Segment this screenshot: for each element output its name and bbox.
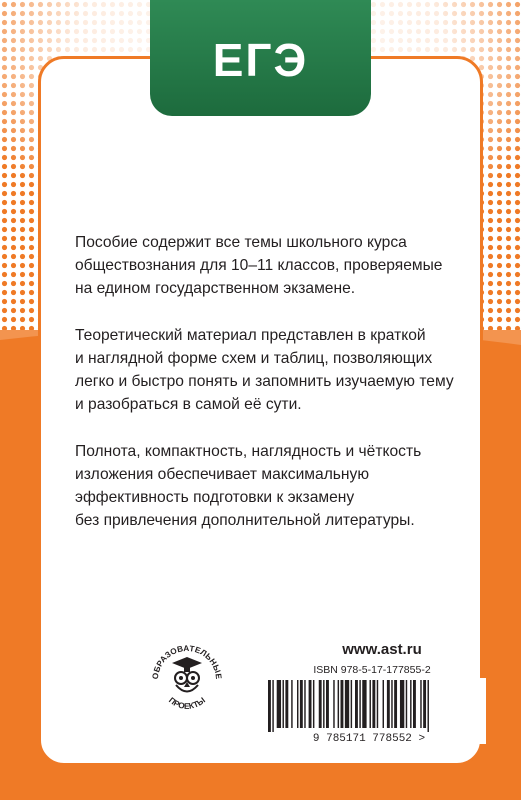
barcode-bar [345, 680, 349, 728]
svg-text:ОБРАЗОВАТЕЛЬНЫЕ: ОБРАЗОВАТЕЛЬНЫЕ [150, 643, 224, 680]
text-line: и наглядной форме схем и таблиц, позволяющих [75, 350, 433, 367]
barcode-bar [370, 680, 371, 728]
paragraph-2 [75, 324, 495, 416]
text-line: обществознания для 10–11 классов, проверяемые [75, 257, 443, 274]
barcode-bar [323, 680, 324, 728]
barcode-bar [304, 680, 305, 728]
paragraph-1 [75, 231, 495, 300]
barcode-bar [355, 680, 358, 728]
barcode-bar [291, 680, 292, 728]
barcode-bar [377, 680, 378, 728]
barcode-bar [359, 680, 360, 728]
barcode-bar [268, 680, 271, 732]
barcode-bar [362, 680, 366, 728]
text-line: Пособие содержит все темы школьного курса [75, 234, 407, 251]
barcode-bar [297, 680, 298, 728]
barcode-bar [326, 680, 329, 728]
barcode-bar [277, 680, 281, 728]
publisher-logo [148, 628, 226, 726]
text-line: Теоретический материал представлен в краткой [75, 327, 426, 344]
exam-tab [150, 0, 371, 116]
exam-title: ЕГЭ [212, 34, 309, 86]
paragraph-3 [75, 440, 495, 532]
text-line: изложения обеспечивает максимальную [75, 466, 370, 483]
barcode-bar [406, 680, 407, 728]
barcode-bar [423, 680, 426, 728]
barcode-bar [283, 680, 284, 728]
barcode-bar [372, 680, 375, 728]
description [75, 231, 495, 556]
barcode-bar [285, 680, 288, 728]
barcode-bar [383, 680, 384, 728]
barcode-digits: 9 785171 778552 > [312, 733, 426, 744]
barcode-bar [333, 680, 334, 728]
text-line: эффективность подготовки к экзамену [75, 489, 355, 506]
text-line: на едином государственном экзамене. [75, 280, 356, 297]
text-line: Полнота, компактность, наглядность и чёткость [75, 443, 422, 460]
barcode-bar [420, 680, 421, 728]
barcode-bar [300, 680, 303, 728]
text-line: и разобраться в самой её сути. [75, 396, 302, 413]
barcode-bar [391, 680, 392, 728]
barcode-bar [400, 680, 404, 728]
barcode-bar [309, 680, 312, 728]
barcode-bar [319, 680, 322, 728]
svg-text:ПРОЕКТЫ: ПРОЕКТЫ [167, 695, 208, 711]
barcode-bar [387, 680, 390, 728]
text-line: легко и быстро понять и запомнить изучаемую тему [75, 373, 454, 390]
barcode-bar [341, 680, 344, 728]
publisher-site: www.ast.ru [342, 641, 422, 658]
barcode-bar [428, 680, 429, 732]
barcode-bar [413, 680, 416, 728]
barcode-bar [338, 680, 339, 728]
barcode-bar [313, 680, 314, 728]
isbn-text: ISBN 978-5-17-177855-2 [313, 664, 431, 676]
owl-graduate-icon [172, 657, 202, 692]
text-line: без привлечения дополнительной литературы. [75, 512, 415, 529]
barcode-bar [410, 680, 411, 728]
barcode-bar [351, 680, 352, 728]
barcode-bar [272, 680, 273, 732]
isbn-barcode [252, 678, 486, 744]
barcode-bar [394, 680, 397, 728]
